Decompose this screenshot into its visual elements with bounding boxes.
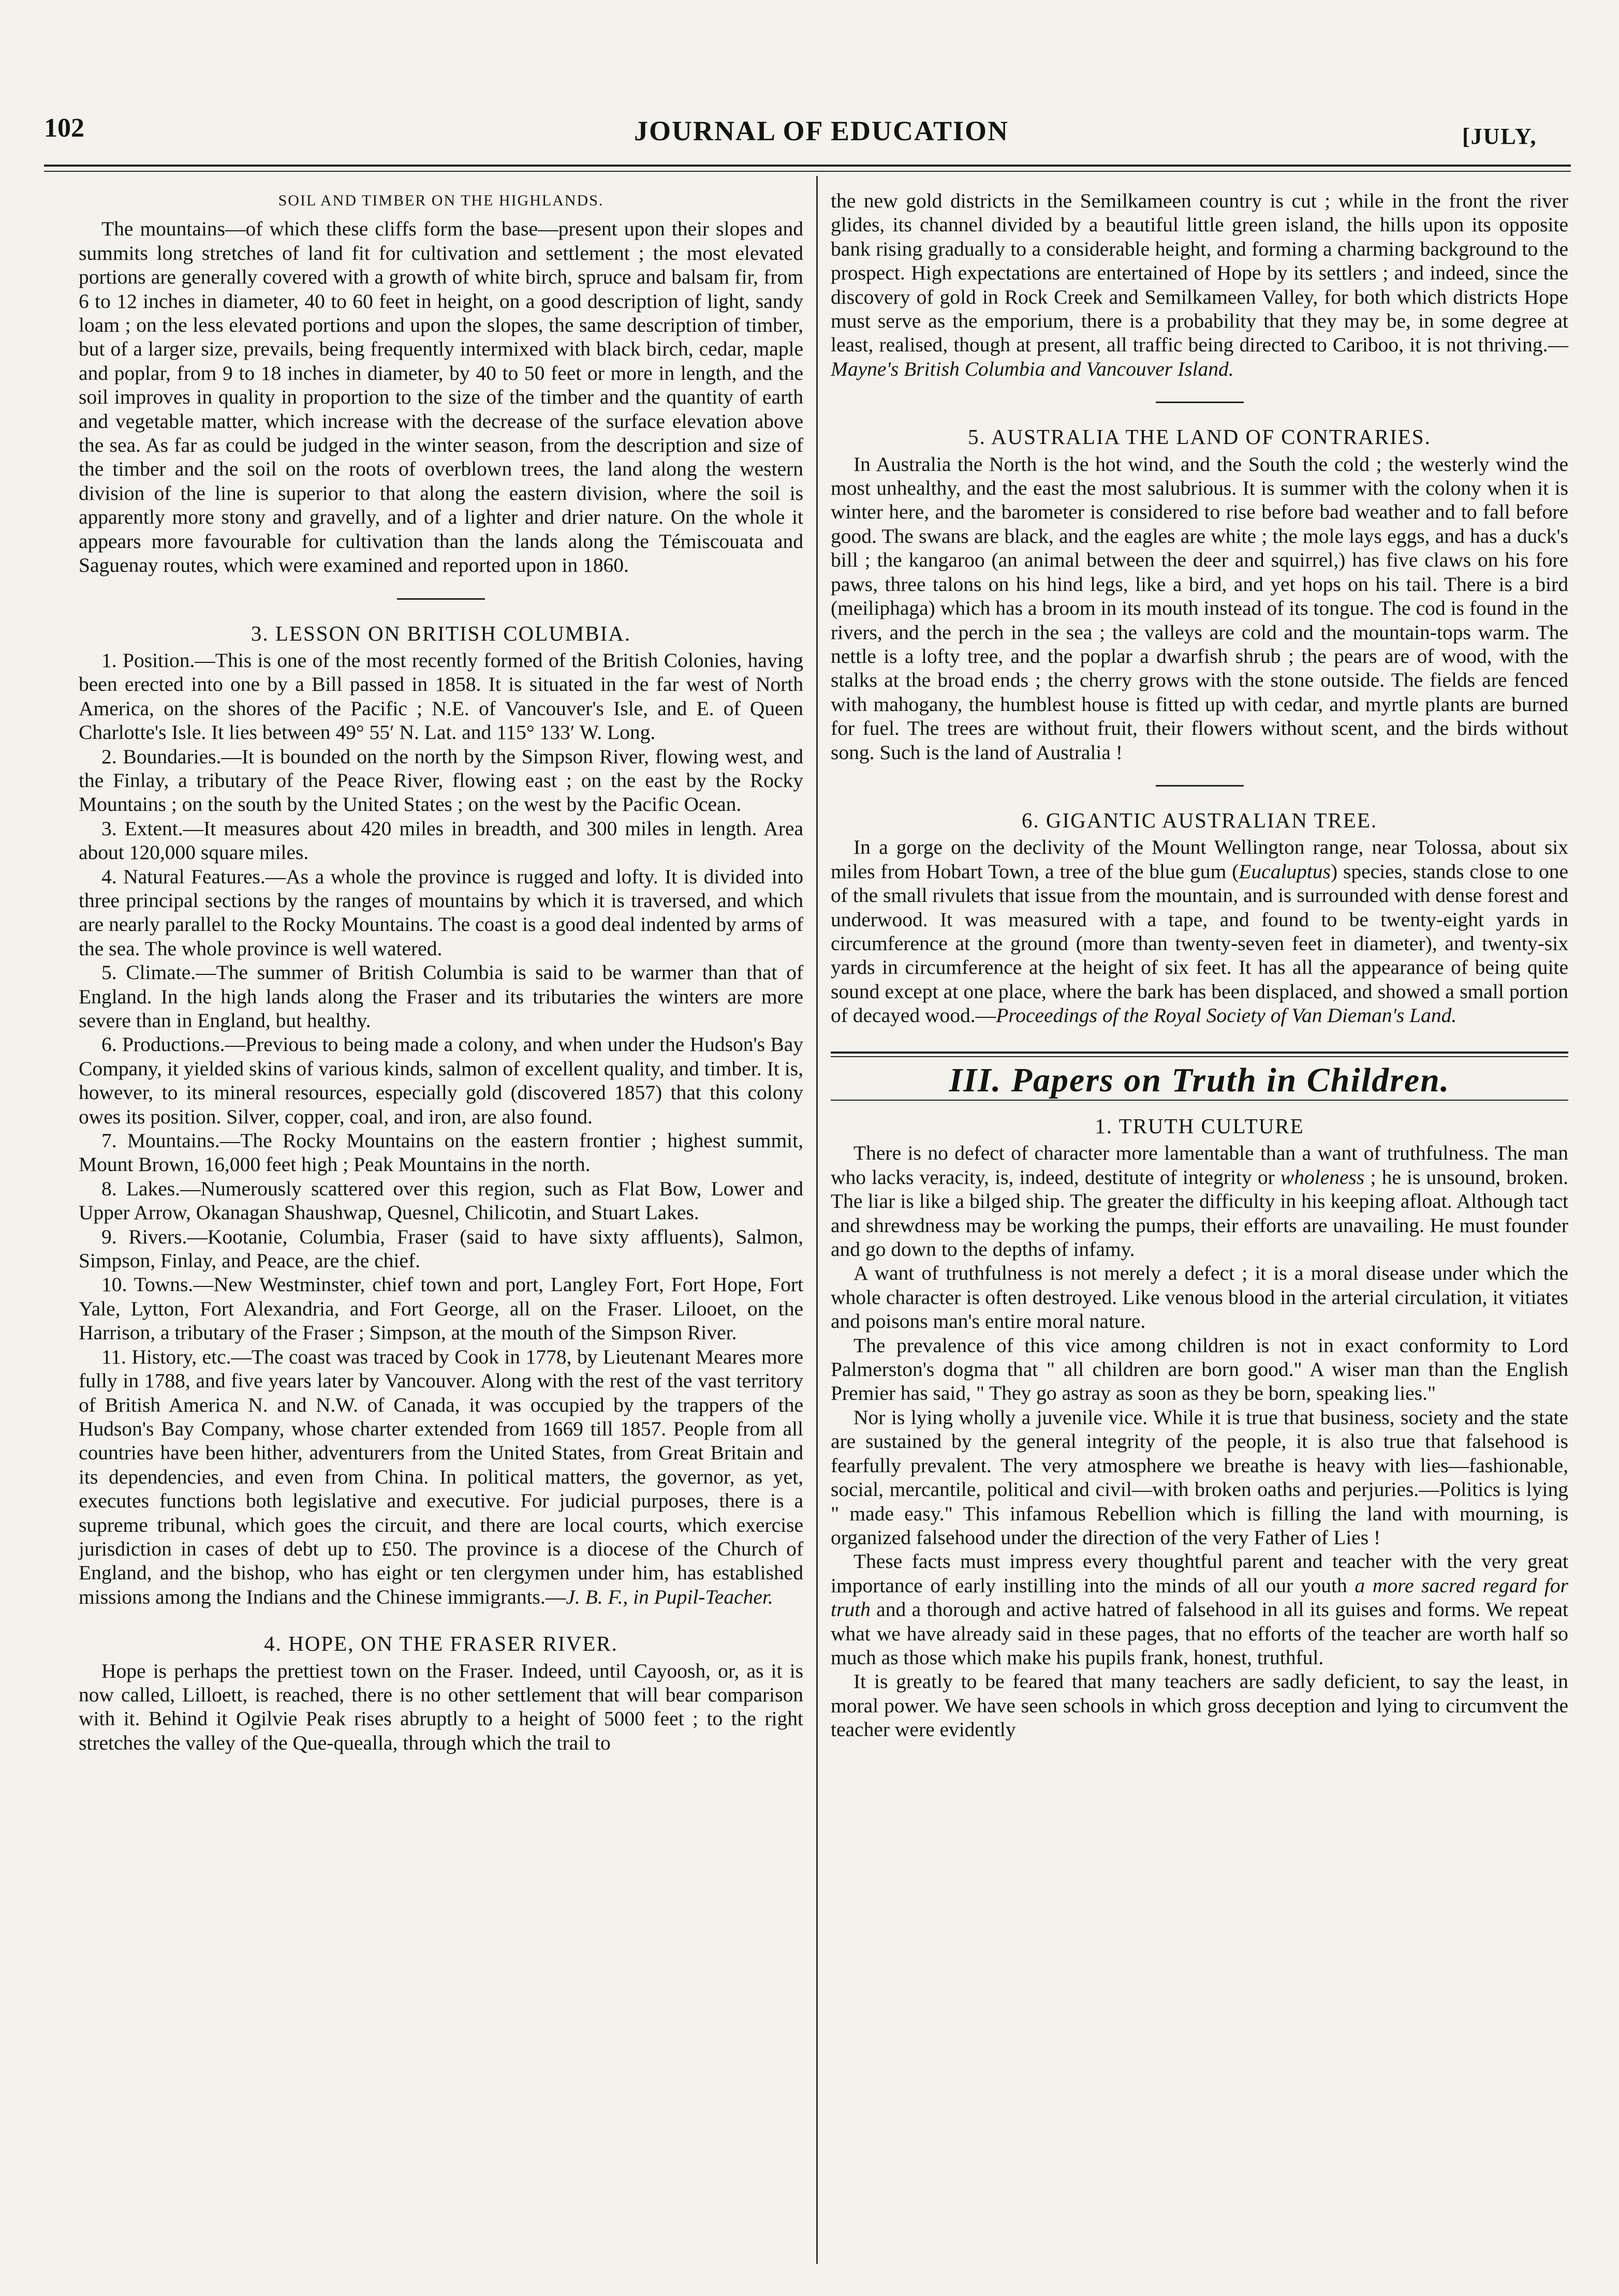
- part-rule-thin: [831, 1056, 1568, 1057]
- soil-paragraph: The mountains—of which these cliffs form the base—present upon their slopes and summits long stretches of land fit for cultivation and settlement ; the most elevated portions are generally covered with a growth of white birch, spruce and balsam fir, from 6 to 12 inches in diameter, 40 to 60 feet in height, on a good description of light, sandy loam ; on the less elevated portions and upon the slopes, the same description of timber, but of a larger size, prevails, being frequently intermixed with black birch, cedar, maple and poplar, from 9 to 18 inches in diameter, by 40 to 50 feet or more in length, and the soil improves in quality in proportion to the size of the timber and the quantity of earth and vegetable matter, which increase with the decrease of the surface elevation above the sea. As far as could be judged in the winter season, from the description and size of the timber and the soil on the roots of overblown trees, the land along the western division of the line is superior to that along the eastern division, where the soil is apparently more stony and gravelly, and of a lighter and drier nature. On the whole it appears more favourable for cultivation than the lands along the Témiscouata and Saguenay routes, which were examined and reported upon in 1860.: [79, 217, 803, 577]
- bc-boundaries: 2. Boundaries.—It is bounded on the north by the Simpson River, flowing west, and the Finlay, a tributary of the Peace River, flowing east ; on the east by the Rocky Mountains ; on the south by the United States ; on the west by the Pacific Ocean.: [79, 745, 803, 816]
- truth-paragraph-2: A want of truthfulness is not merely a defect ; it is a moral disease under which the whole character is often destroyed. Like venous blood in the arterial circulation, it vitiates and poisons man's entire moral nature.: [831, 1262, 1568, 1333]
- part-title: III. Papers on Truth in Children.: [949, 1061, 1450, 1099]
- tree-text-a: In a gorge on the declivity of the Mount Wellington range, near Tolossa, about six miles from Hobart Town, a tree of the blue gum (: [831, 836, 1568, 883]
- tree-paragraph: [831, 835, 1568, 1027]
- truth-paragraph-6: It is greatly to be feared that many teachers are sadly deficient, to say the least, in moral power. We have seen schools in which gross deception and lying to circumvent the teacher were evidently: [831, 1670, 1568, 1741]
- truth-paragraph-5: [831, 1549, 1568, 1669]
- tree-source: Proceedings of the Royal Society of Van Dieman's Land.: [996, 1004, 1457, 1027]
- part-rule: [831, 1051, 1568, 1054]
- bc-rivers: 9. Rivers.—Kootanie, Columbia, Fraser (said to have sixty affluents), Salmon, Simpson, Finlay, and Peace, are the chief.: [79, 1225, 803, 1272]
- right-column: [831, 179, 1568, 1742]
- truth-paragraph-4: Nor is lying wholly a juvenile vice. While it is true that business, society and the state are sustained by the general integrity of the people, it is also true that falsehood is fearfully prevalent. The very atmosphere we breathe is heavy with lies—fashionable, social, mercantile, political and civil—with broken oaths and perjuries.—Politics is lying " made easy." This infamous Rebellion which is filling the land with mourning, is organized falsehood under the direction of the very Father of Lies !: [831, 1405, 1568, 1549]
- bc-lakes: 8. Lakes.—Numerously scattered over this region, such as Flat Bow, Lower and Upper Arrow, Okanagan Shaushwap, Quesnel, Chilicotin, and Stuart Lakes.: [79, 1177, 803, 1224]
- section-heading-british-columbia: 3. LESSON ON BRITISH COLUMBIA.: [251, 621, 631, 645]
- tree-text-b: ) species, stands close to one of the small rivulets that issue from the mountain, and is surrounded with dense forest and underwood. It was measured with a tape, and found to be twenty-eight yards in circumference at the ground (more than twenty-seven feet in diameter), and twenty-six yards in circumference at the height of six feet. It has all the appearance of being quite sound except at one place, where the bark has been displaced, and showed a small portion of decayed wood.—: [831, 860, 1568, 1027]
- truth-p1-italic: wholeness: [1280, 1165, 1365, 1189]
- journal-title: JOURNAL OF EDUCATION: [634, 115, 1009, 146]
- bc-towns: 10. Towns.—New Westminster, chief town and port, Langley Fort, Fort Hope, Fort Yale, Lytton, Fort Alexandria, and Fort George, all on the Fraser. Lilooet, on the Harrison, a tributary of the Fraser ; Simpson, at the mouth of the Simpson River.: [79, 1273, 803, 1344]
- header-rule: [44, 165, 1571, 167]
- truth-p1-b: ; he is unsound, broken. The liar is like a bilged ship. The greater the difficulty in his keeping afloat. Although tact and shrewdness may be working the pumps, their efforts are unavailing. He must founder and go down to the depths of infamy.: [831, 1165, 1568, 1261]
- hope-source: Mayne's British Columbia and Vancouver Island.: [831, 357, 1234, 380]
- bc-extent: 3. Extent.—It measures about 420 miles in breadth, and 300 miles in length. Area about 120,000 square miles.: [79, 817, 803, 864]
- truth-p5-a: These facts must impress every thoughtful parent and teacher with the very great importance of early instilling into the minds of all our youth: [831, 1550, 1568, 1597]
- bc-mountains: 7. Mountains.—The Rocky Mountains on the eastern frontier ; highest summit, Mount Brown, 16,000 feet high ; Peak Mountains in the north.: [79, 1129, 803, 1176]
- hope-text-continued: the new gold districts in the Semilkameen country is cut ; while in the front the river glides, its channel divided by a beautiful little green island, the hills upon its opposite bank rising gradually to a considerable height, and forming a charming background to the prospect. High expectations are entertained of Hope by its settlers ; and indeed, since the discovery of gold in Rock Creek and Semilkameen Valley, for both which districts Hope must serve as the emporium, there is a probability that they may be, in some degree at least, realised, though at present, all traffic being directed to Cariboo, it is not thriving.—: [831, 189, 1568, 357]
- tree-species: Eucaluptus: [1239, 860, 1331, 883]
- truth-p1-a: There is no defect of character more lamentable than a want of truthfulness. The man who lacks veracity, is, indeed, destitute of integrity or: [831, 1142, 1568, 1189]
- section-separator: [1156, 785, 1244, 787]
- bc-climate: 5. Climate.—The summer of British Columbia is said to be warmer than that of England. In the high lands along the Fraser and its tributaries the winters are more severe than in England, but healthy.: [79, 961, 803, 1032]
- truth-paragraph-1: [831, 1141, 1568, 1261]
- part-rule-bottom: [831, 1100, 1568, 1101]
- left-column: [79, 179, 803, 1755]
- bc-natural-features: 4. Natural Features.—As a whole the province is rugged and lofty. It is divided into three principal sections by the ranges of mountains by which it is traversed, and which are nearly parallel to the Rocky Mountains. The coast is a good deal indented by arms of the sea. The whole province is well watered.: [79, 865, 804, 960]
- hope-paragraph-continued: [831, 189, 1568, 381]
- header-rule-thin: [44, 171, 1571, 172]
- bc-productions: 6. Productions.—Previous to being made a colony, and when under the Hudson's Bay Company, it yielded skins of various kinds, salmon of excellent quality, and timber. It is, however, to its mineral resources, especially gold (discovered 1857) that this colony owes its position. Silver, copper, coal, and iron, are also found.: [79, 1033, 803, 1128]
- bc-position: 1. Position.—This is one of the most recently formed of the British Colonies, having been erected into one by a Bill passed in 1858. It is situated in the far west of North America, on the shores of the Pacific ; N.E. of Vancouver's Isle, and E. of Queen Charlotte's Isle. It lies between 49° 55′ N. Lat. and 115° 133′ W. Long.: [79, 648, 803, 744]
- section-heading-australia: 5. AUSTRALIA THE LAND OF CONTRARIES.: [968, 425, 1431, 449]
- bc-source: J. B. F., in Pupil-Teacher.: [566, 1585, 773, 1608]
- truth-p5-b: and a thorough and active hatred of falsehood in all its guises and forms. We repeat what we have already said in these pages, that no efforts of the teacher are worth half so much as those which make his pupils frank, honest, truthful.: [831, 1598, 1568, 1669]
- truth-p5-italic: a more sacred regard for truth: [831, 1574, 1568, 1621]
- australia-paragraph: In Australia the North is the hot wind, and the South the cold ; the westerly wind the most unhealthy, and the east the most salubrious. It is summer with the colony when it is winter here, and the barometer is considered to rise before bad weather and to fall before good. The swans are black, and the eagles are white ; the mole lays eggs, and has a duck's bill ; the kangaroo (an animal between the deer and squirrel,) has five claws on his fore paws, three talons on his hind legs, like a bird, and yet hops on his tail. There is a bird (meiliphaga) which has a broom in its mouth instead of its tongue. The cod is found in the rivers, and the perch in the sea ; the valleys are cold and the mountain-tops warm. The nettle is a lofty tree, and the poplar a dwarfish shrub ; the pears are of wood, with the stalks at the broad ends ; the cherry grows with the stone outside. The fields are fenced with mahogany, the humblest house is fitted up with cedar, and myrtle plants are burned for fuel. The trees are without fruit, their flowers without scent, and the birds without song. Such is the land of Australia !: [831, 452, 1568, 764]
- page-number: 102: [44, 113, 84, 143]
- section-separator: [397, 598, 485, 600]
- hope-paragraph-start: Hope is perhaps the prettiest town on the Fraser. Indeed, until Cayoosh, or, as it is now called, Lilloett, is reached, there is no other settlement that will bear comparison with it. Behind it Ogilvie Peak rises abruptly to a height of 5000 feet ; to the right stretches the valley of the Que-quealla, through which the trail to: [79, 1659, 803, 1754]
- section-heading-soil: SOIL AND TIMBER ON THE HIGHLANDS.: [278, 192, 604, 209]
- issue-month: [JULY,: [1462, 124, 1537, 149]
- section-heading-hope: 4. HOPE, ON THE FRASER RIVER.: [264, 1632, 618, 1656]
- truth-paragraph-3: The prevalence of this vice among children is not in exact conformity to Lord Palmerston's dogma that " all children are born good." A wiser man than the English Premier has said, " They go astray as soon as they be born, speaking lies.": [831, 1334, 1568, 1405]
- column-divider: [816, 176, 818, 2264]
- bc-history: [79, 1345, 803, 1609]
- bc-history-text: 11. History, etc.—The coast was traced by Cook in 1778, by Lieutenant Meares more fully in 1788, and five years later by Vancouver. Along with the rest of the vast territory of British America N. and N.W. of Canada, it was occupied by the trappers of the Hudson's Bay Company, whose charter extended from 1669 till 1857. People from all countries have been hither, adventurers from the United States, from Great Britain and its dependencies, and even from China. In political matters, the governor, as yet, executes functions both legislative and executive. For judicial purposes, there is a supreme tribunal, which goes the circuit, and there are local courts, which exercise jurisdiction in cases of debt up to £50. The province is a diocese of the Church of England, and the bishop, who has eight or ten clergymen under him, has established missions among the Indians and the Chinese immigrants.—: [79, 1345, 803, 1608]
- section-heading-truth-culture: 1. TRUTH CULTURE: [1095, 1114, 1304, 1138]
- section-heading-tree: 6. GIGANTIC AUSTRALIAN TREE.: [1021, 808, 1378, 832]
- section-separator: [1156, 402, 1244, 403]
